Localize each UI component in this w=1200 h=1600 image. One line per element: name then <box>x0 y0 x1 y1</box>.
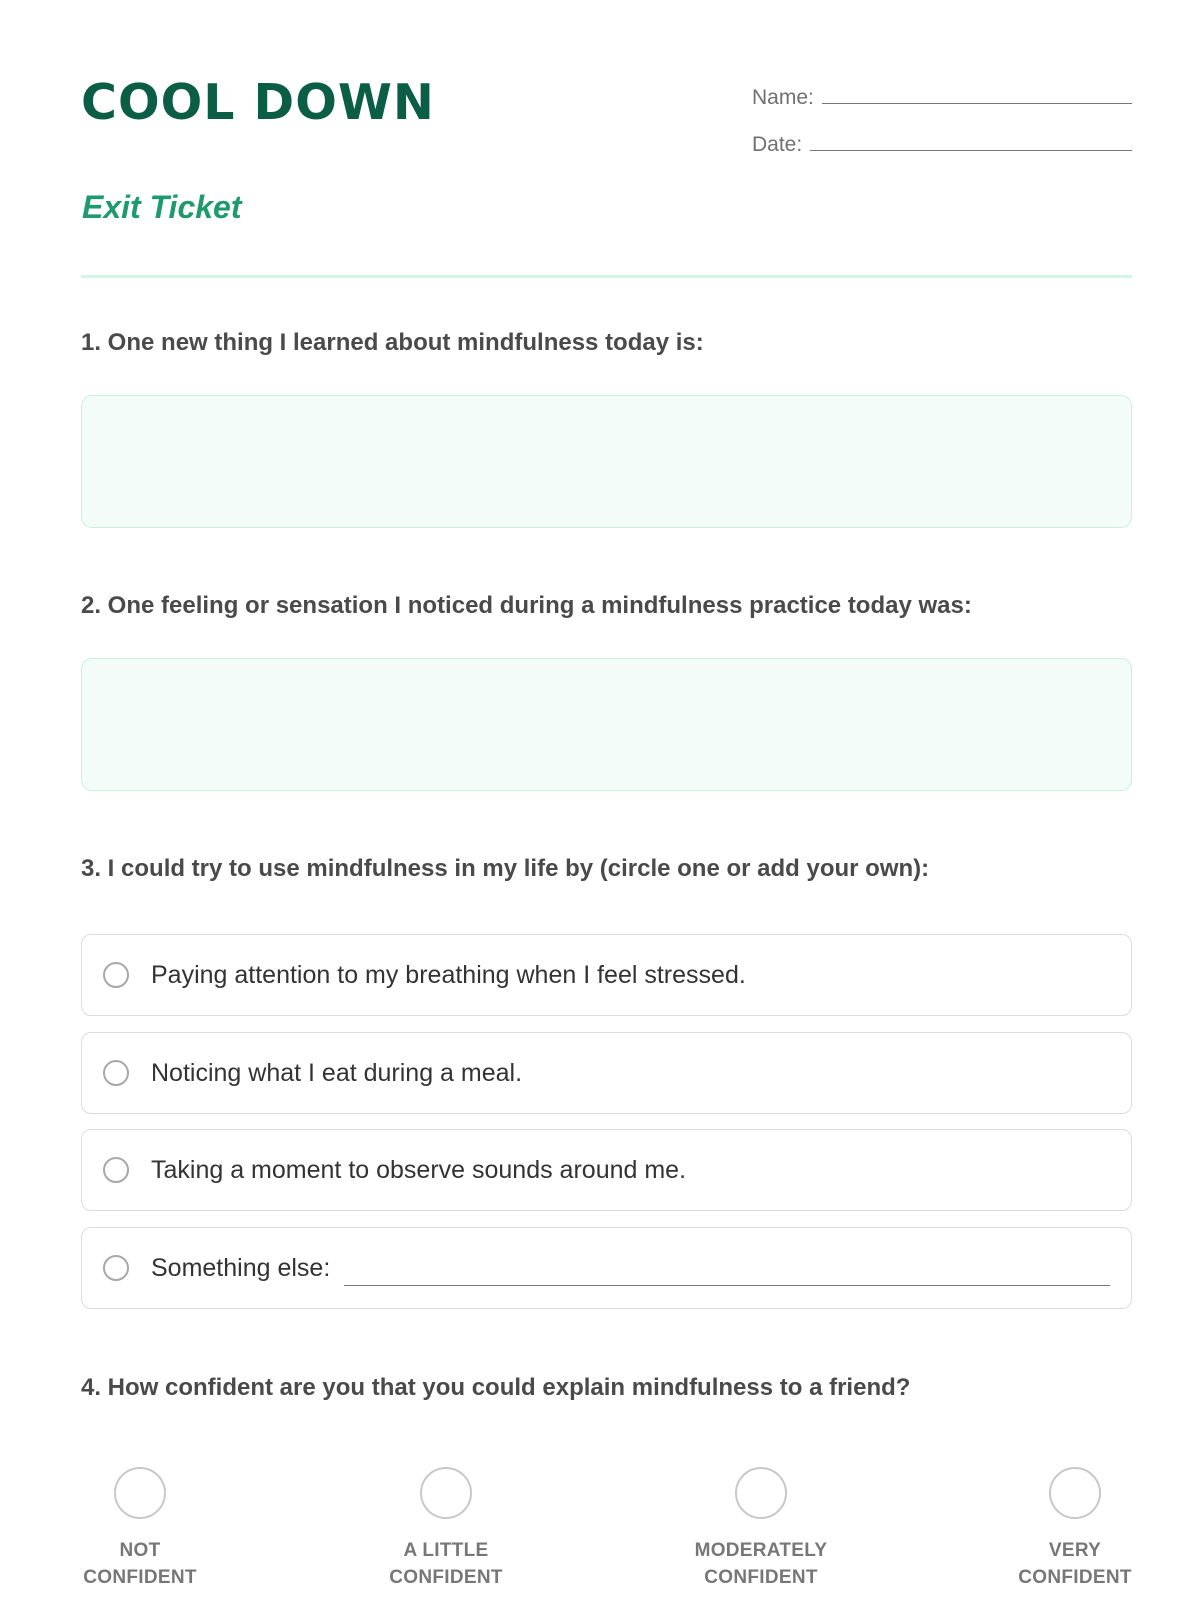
something-else-field[interactable] <box>344 1285 1110 1286</box>
option-text: Paying attention to my breathing when I feel stressed. <box>151 960 746 989</box>
student-info <box>752 80 1132 174</box>
date-row <box>752 127 1132 157</box>
confidence-label-line1: NOT <box>119 1540 161 1561</box>
name-field[interactable] <box>822 103 1132 104</box>
date-label: Date: <box>752 133 803 156</box>
confidence-option-a-little[interactable] <box>361 1467 531 1591</box>
question-3-option-3[interactable] <box>81 1129 1132 1211</box>
page-title: COOL DOWN <box>81 74 435 131</box>
confidence-label-line2: CONFIDENT <box>83 1567 197 1588</box>
radio-icon[interactable] <box>114 1467 166 1519</box>
question-4-label: 4. How confident are you that you could explain mindfulness to a friend? <box>81 1374 911 1401</box>
header-divider <box>81 275 1132 278</box>
question-2-label: 2. One feeling or sensation I noticed during a mindfulness practice today was: <box>81 592 972 619</box>
question-3-option-1[interactable] <box>81 934 1132 1016</box>
date-field[interactable] <box>810 150 1132 151</box>
confidence-option-very[interactable] <box>990 1467 1160 1591</box>
confidence-label <box>695 1537 828 1591</box>
confidence-label-line2: CONFIDENT <box>704 1567 818 1588</box>
radio-icon[interactable] <box>420 1467 472 1519</box>
option-text: Something else: <box>151 1253 331 1282</box>
option-text: Taking a moment to observe sounds around me. <box>151 1155 687 1184</box>
confidence-label-line1: MODERATELY <box>694 1540 828 1561</box>
page-subtitle: Exit Ticket <box>82 189 242 225</box>
radio-icon[interactable] <box>735 1467 787 1519</box>
radio-icon[interactable] <box>103 1255 129 1281</box>
radio-icon[interactable] <box>103 1060 129 1086</box>
name-row <box>752 80 1132 110</box>
confidence-label-line1: VERY <box>1048 1540 1102 1561</box>
option-text: Noticing what I eat during a meal. <box>151 1058 523 1087</box>
confidence-label-line2: CONFIDENT <box>389 1567 503 1588</box>
question-1-answer-box[interactable] <box>81 395 1132 528</box>
question-1-label: 1. One new thing I learned about mindfulness today is: <box>81 329 704 356</box>
confidence-label-line1: A LITTLE <box>403 1540 489 1561</box>
question-3-label: 3. I could try to use mindfulness in my life by (circle one or add your own): <box>81 855 930 882</box>
question-3-option-2[interactable] <box>81 1032 1132 1114</box>
confidence-option-moderately[interactable] <box>676 1467 846 1591</box>
confidence-option-not[interactable] <box>55 1467 225 1591</box>
confidence-label <box>389 1537 503 1591</box>
confidence-label-line2: CONFIDENT <box>1018 1567 1132 1588</box>
radio-icon[interactable] <box>1049 1467 1101 1519</box>
confidence-label <box>1018 1537 1132 1591</box>
confidence-label <box>83 1537 197 1591</box>
name-label: Name: <box>752 86 814 109</box>
radio-icon[interactable] <box>103 962 129 988</box>
question-3-option-4[interactable] <box>81 1227 1132 1309</box>
question-2-answer-box[interactable] <box>81 658 1132 791</box>
radio-icon[interactable] <box>103 1157 129 1183</box>
